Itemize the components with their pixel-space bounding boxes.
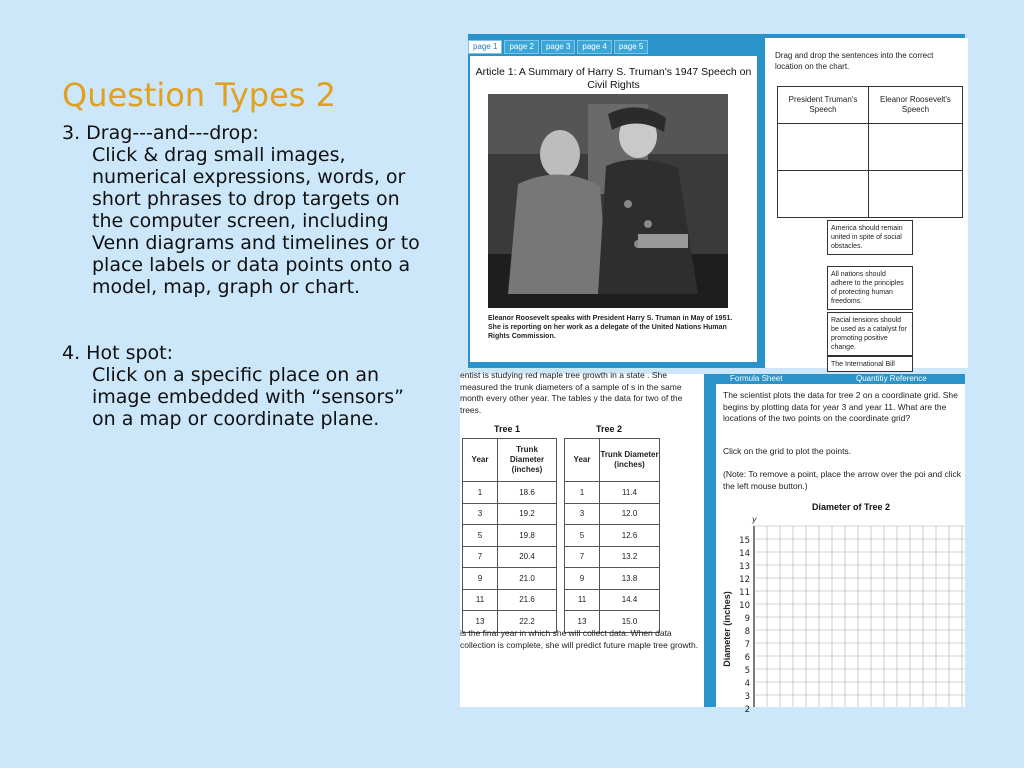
y-tick-label: 6 (744, 653, 750, 663)
table-row (463, 525, 557, 547)
column-header-diameter: Trunk Diameter (inches) (600, 439, 660, 482)
tab-page-3[interactable]: page 3 (541, 40, 575, 54)
drag-drop-instruction: Drag and drop the sentences into the correct location on the chart. (775, 51, 934, 71)
tab-page-5[interactable]: page 5 (614, 40, 648, 54)
diameter-cell: 21.6 (498, 589, 557, 611)
year-cell: 1 (565, 482, 600, 504)
draggable-sentence-card[interactable]: America should remain united in spite of social obstacles. (827, 220, 913, 255)
grid-title: Diameter of Tree 2 (812, 502, 891, 512)
tree-1-title: Tree 1 (494, 424, 521, 434)
y-axis-letter: y (752, 515, 757, 524)
diameter-cell: 14.4 (600, 589, 660, 611)
draggable-sentence-card[interactable]: Racial tensions should be used as a catalyst for promoting positive change. (827, 312, 913, 356)
table-row (463, 589, 557, 611)
coordinate-grid[interactable] (736, 515, 965, 715)
diameter-cell: 12.0 (600, 503, 660, 525)
diameter-cell: 12.6 (600, 525, 660, 547)
y-tick-label: 4 (744, 679, 750, 689)
y-tick-label: 9 (744, 614, 750, 624)
diameter-cell: 21.0 (498, 568, 557, 590)
item-4-heading: 4. Hot spot: (62, 342, 174, 364)
year-cell: 5 (565, 525, 600, 547)
year-cell: 11 (565, 589, 600, 611)
tree-1-table (462, 438, 557, 633)
table-row (565, 568, 660, 590)
year-cell: 3 (463, 503, 498, 525)
year-cell: 7 (463, 546, 498, 568)
problem-outro: is the final year in which she will collect data. When data collection is complete, she will predict future maple tree growth. (460, 628, 699, 650)
question-text: The scientist plots the data for tree 2 on a coordinate grid. She begins by plotting data for year 3 and year 11. What are the locations of the two points on the coordinate grid? (723, 390, 958, 423)
draggable-sentence-card[interactable]: All nations should adhere to the principles of protecting human freedoms. (827, 266, 913, 310)
table-row (565, 525, 660, 547)
y-tick-label: 12 (739, 575, 750, 585)
y-tick-label: 7 (744, 640, 750, 650)
formula-sheet-link[interactable]: Formula Sheet (730, 374, 783, 383)
tree-2-title: Tree 2 (596, 424, 623, 434)
table-row (565, 589, 660, 611)
truman-roosevelt-photo (488, 94, 728, 308)
data-pane (460, 370, 704, 707)
pane-divider (704, 374, 716, 707)
table-row (565, 482, 660, 504)
article-pane (470, 56, 757, 362)
diameter-cell: 18.6 (498, 482, 557, 504)
item-4-description: Click on a specific place on an image embedded with “sensors” on a map or coordinate plane. (92, 364, 404, 430)
diameter-cell: 11.4 (600, 482, 660, 504)
year-cell: 7 (565, 546, 600, 568)
year-cell: 5 (463, 525, 498, 547)
y-tick-label: 14 (739, 549, 750, 559)
problem-intro: entist is studying red maple tree growth in a state . She measured the trunk diameters of a sample of s in the same month every other year. The tables y the data for two of the trees. (460, 370, 683, 415)
question-pane (716, 374, 965, 715)
year-cell: 3 (565, 503, 600, 525)
photo-caption: Eleanor Roosevelt speaks with President Harry S. Truman in May of 1951. She is reporting on her work as a delegate of the United Nations Human Rights Commission. (488, 315, 733, 340)
tab-page-1[interactable]: page 1 (468, 40, 502, 54)
tab-page-2[interactable]: page 2 (504, 40, 538, 54)
y-axis-label: Diameter (inches) (722, 591, 732, 667)
table-row (565, 546, 660, 568)
diameter-cell: 13.8 (600, 568, 660, 590)
year-cell: 13 (463, 611, 498, 633)
table-row (463, 503, 557, 525)
diameter-cell: 19.8 (498, 525, 557, 547)
year-cell: 9 (463, 568, 498, 590)
y-tick-label: 13 (739, 562, 750, 572)
drag-drop-screenshot (468, 34, 965, 368)
diameter-cell: 22.2 (498, 611, 557, 633)
drop-target[interactable] (778, 171, 869, 218)
drop-target-chart (777, 86, 963, 218)
y-tick-label: 3 (744, 692, 750, 702)
table-row (463, 546, 557, 568)
hot-spot-screenshot (460, 370, 965, 715)
y-tick-label: 2 (744, 705, 750, 715)
column-header-year: Year (463, 439, 498, 482)
drop-target[interactable] (868, 124, 962, 171)
drop-target[interactable] (868, 171, 962, 218)
table-row (463, 482, 557, 504)
y-tick-label: 5 (744, 666, 750, 676)
click-instruction: Click on the grid to plot the points. (723, 446, 852, 456)
column-header-diameter: Trunk Diameter (inches) (498, 439, 557, 482)
diameter-cell: 19.2 (498, 503, 557, 525)
diameter-cell: 20.4 (498, 546, 557, 568)
tab-page-4[interactable]: page 4 (577, 40, 611, 54)
year-cell: 13 (565, 611, 600, 633)
draggable-sentence-card[interactable]: The International Bill (827, 356, 913, 372)
column-header-year: Year (565, 439, 600, 482)
column-header-roosevelt: Eleanor Roosevelt's Speech (868, 87, 962, 124)
year-cell: 11 (463, 589, 498, 611)
y-tick-label: 8 (744, 627, 750, 637)
slide-title: Question Types 2 (62, 76, 336, 114)
item-3-heading: 3. Drag---and---drop: (62, 122, 259, 144)
y-tick-label: 11 (739, 588, 750, 598)
quantity-reference-link[interactable]: Quantitiy Reference (856, 374, 927, 383)
year-cell: 9 (565, 568, 600, 590)
column-header-truman: President Truman's Speech (778, 87, 869, 124)
slide-bullets (62, 122, 432, 430)
table-row (565, 503, 660, 525)
drop-target[interactable] (778, 124, 869, 171)
table-row (463, 568, 557, 590)
tree-2-table (564, 438, 660, 633)
page-tabs (468, 40, 650, 54)
item-3-description: Click & drag small images, numerical expressions, words, or short phrases to drop targets on the computer screen, including Venn diagrams and timelines or to place labels or data points onto a model, map, graph or chart. (92, 144, 420, 298)
removal-note: (Note: To remove a point, place the arrow over the poi and click the left mouse button.) (723, 469, 961, 491)
diameter-cell: 13.2 (600, 546, 660, 568)
y-tick-label: 15 (739, 536, 750, 546)
diameter-cell: 15.0 (600, 611, 660, 633)
drag-drop-pane (762, 38, 968, 368)
year-cell: 1 (463, 482, 498, 504)
article-title: Article 1: A Summary of Harry S. Truman's 1947 Speech on Civil Rights (475, 66, 752, 91)
y-tick-label: 10 (739, 601, 750, 611)
